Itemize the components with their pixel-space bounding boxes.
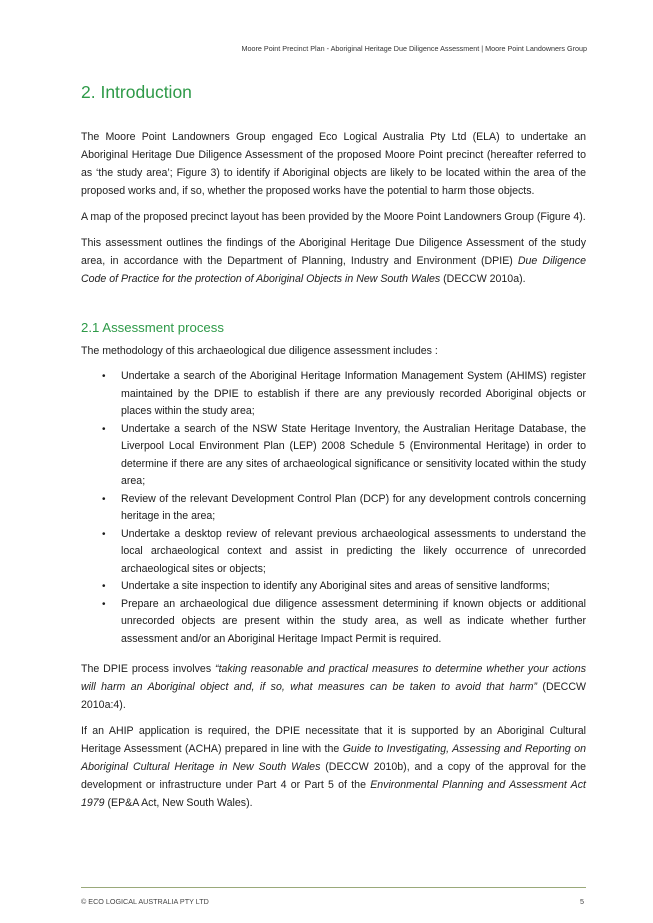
bullet-icon: • <box>102 581 106 592</box>
bullet-icon: • <box>102 423 106 435</box>
bullet-icon: • <box>102 493 106 505</box>
text-run: If an AHIP application is required, the DPIE necessitate that it is supported by an Aboriginal Cultural Heritage Assessment (ACHA) prepared in line with the <box>81 725 586 755</box>
text-run: (EP&A Act, New South Wales). <box>104 797 253 809</box>
guide-title: Guide to Investigating, Assessing and Reporting on Aboriginal Cultural Heritage in New South Wales <box>81 743 586 773</box>
intro-body <box>81 128 586 296</box>
list-item <box>81 368 586 421</box>
act-title: Environmental Planning and Assessment Act 1979 <box>81 779 586 809</box>
methodology-intro-text: The methodology of this archaeological due diligence assessment includes : <box>81 345 438 357</box>
text-run: (DECCW 2010a:4). <box>81 681 586 711</box>
paragraph-map: A map of the proposed precinct layout has been provided by the Moore Point Landowners Group (Figure 4). <box>81 211 586 223</box>
footer-copyright: © ECO LOGICAL AUSTRALIA PTY LTD <box>81 897 209 906</box>
text-run: This assessment outlines the findings of the Aboriginal Heritage Due Diligence Assessment of the study area, in accordance with the Department of Planning, Industry and Environment (DPIE) <box>81 237 586 267</box>
methodology-intro <box>81 342 586 368</box>
process-body <box>81 660 586 820</box>
footer-divider <box>81 887 586 888</box>
list-item <box>81 526 586 579</box>
list-item-text: Review of the relevant Development Control Plan (DCP) for any development controls concerning heritage in the area; <box>121 492 586 522</box>
list-item-text: Prepare an archaeological due diligence assessment determining if known objects or additional unrecorded objects are present within the study area, as well as indicate whether further assessment and/or an Aboriginal Heritage Impact Permit is required. <box>121 597 586 645</box>
list-item <box>81 491 586 526</box>
list-item <box>81 596 586 649</box>
list-item-text: Undertake a site inspection to identify any Aboriginal sites and areas of sensitive landforms; <box>121 580 550 592</box>
methodology-list <box>81 368 586 648</box>
subsection-title: 2.1 Assessment process <box>81 320 224 335</box>
bullet-icon: • <box>102 371 106 382</box>
bullet-icon: • <box>102 598 106 610</box>
paragraph-engagement: The Moore Point Landowners Group engaged Eco Logical Australia Pty Ltd (ELA) to undertake an Aboriginal Heritage Due Diligence Assessment of the proposed Moore Point precinct (hereafter referred to as ‘the study area’; Figure 3) to identify if Aboriginal objects are likely to be located within the area of the proposed works and, if so, whether the proposed works have the potential to harm those objects. <box>81 131 586 197</box>
list-item <box>81 421 586 491</box>
text-run: (DECCW 2010a). <box>440 273 526 285</box>
bullet-icon: • <box>102 528 106 540</box>
paragraph-assessment-outline <box>81 234 586 288</box>
list-item-text: Undertake a search of the NSW State Heritage Inventory, the Australian Heritage Database, the Liverpool Local Environment Plan (LEP) 2008 Schedule 5 (Environmental Heritage) in order to determine if there are any sites of archaeological significance or sensitivity located within the study area; <box>121 422 586 487</box>
text-run: (DECCW 2010b), and a copy of the approval for the development or infrastructure under Part 4 or Part 5 of the <box>81 761 586 791</box>
paragraph-dpie-process <box>81 660 586 714</box>
section-title: 2. Introduction <box>81 82 192 102</box>
list-item <box>81 578 586 596</box>
dpie-quote: “taking reasonable and practical measures to determine whether your actions will harm an Aboriginal object and, if so, what measures can be taken to avoid that harm” <box>81 663 587 693</box>
code-of-practice-title: Due Diligence Code of Practice for the protection of Aboriginal Objects in New South Wales <box>81 255 586 285</box>
page-number: 5 <box>580 897 584 906</box>
list-item-text: Undertake a search of the Aboriginal Heritage Information Management System (AHIMS) register maintained by the DPIE to establish if there are any previously recorded Aboriginal objects or places within the study area; <box>121 370 586 417</box>
running-header: Moore Point Precinct Plan - Aboriginal Heritage Due Diligence Assessment | Moore Point Landowners Group <box>241 44 587 53</box>
text-run: The DPIE process involves <box>81 663 216 675</box>
list-item-text: Undertake a desktop review of relevant previous archaeological assessments to understand the local archaeological context and assist in predicting the likely occurrence of unrecorded archaeological sites or objects; <box>121 527 586 575</box>
paragraph-ahip <box>81 722 586 812</box>
